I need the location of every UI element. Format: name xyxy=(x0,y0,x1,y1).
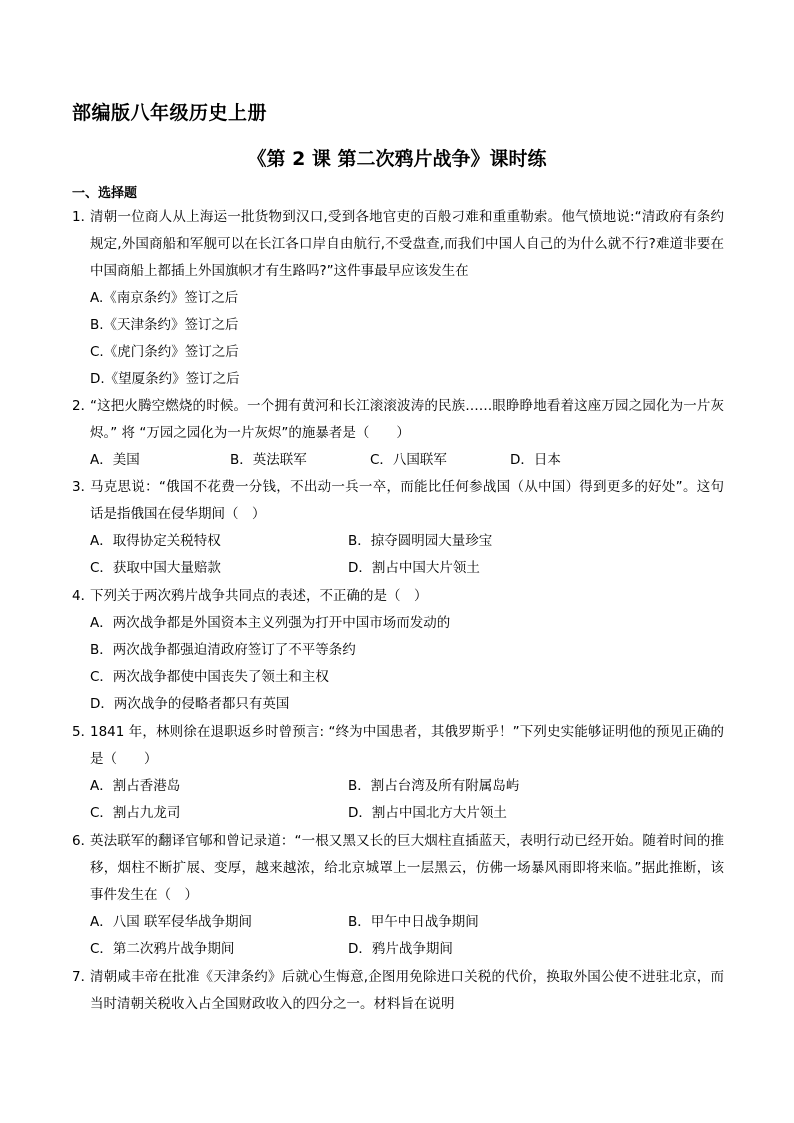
question-7 xyxy=(72,964,724,1018)
option-d: D.《望厦条约》签订之后 xyxy=(90,371,240,387)
option-d: D．割占中国大片领土 xyxy=(348,560,480,576)
subject-heading: 部编版八年级历史上册 xyxy=(72,102,268,124)
option-b: B．割占台湾及所有附属岛屿 xyxy=(348,778,520,794)
question-3 xyxy=(72,474,724,582)
question-number: 2． xyxy=(72,398,95,414)
section-heading: 一、选择题 xyxy=(72,186,138,201)
question-stem: 马克思说：“俄国不花费一分钱，不出动一兵一卒，而能比任何参战国（从中国）得到更多的好处”。这句话是指俄国在侵华期间（ ） xyxy=(90,479,724,522)
question-1 xyxy=(72,204,724,393)
option-a: A.《南京条约》签订之后 xyxy=(90,290,239,306)
question-stem: 清朝咸丰帝在批准《天津条约》后就心生悔意,企图用免除进口关税的代价，换取外国公使不进驻北京，而当时清朝关税收入占全国财政收入的四分之一。材料旨在说明 xyxy=(90,969,724,1012)
option-b: B．英法联军 xyxy=(230,452,307,468)
option-c: C．两次战争都使中国丧失了领土和主权 xyxy=(90,669,329,685)
question-number: 1． xyxy=(72,209,95,225)
option-b: B．两次战争都强迫清政府签订了不平等条约 xyxy=(90,642,356,658)
question-4 xyxy=(72,583,724,718)
option-a: A．取得协定关税特权 xyxy=(90,533,221,549)
option-c: C．割占九龙司 xyxy=(90,805,181,821)
question-number: 3． xyxy=(72,479,95,495)
question-2 xyxy=(72,393,724,474)
lesson-title: 《第 2 课 第二次鸦片战争》课时练 xyxy=(247,148,547,170)
question-stem: 英法联军的翻译官郇和曾记录道：“一根又黑又长的巨大烟柱直插蓝天，表明行动已经开始。随着时间的推移，烟柱不断扩展、变厚，越来越浓，给北京城罩上一层黑云，仿佛一场暴风雨即将来临。”据此推断，该事件发生在（ ） xyxy=(90,833,724,903)
option-a: A．八国 联军侵华战争期间 xyxy=(90,914,253,930)
question-number: 4． xyxy=(72,588,95,604)
option-c: C．获取中国大量赔款 xyxy=(90,560,221,576)
question-stem: 1841 年，林则徐在退职返乡时曾预言: “终为中国患者，其俄罗斯乎！”下列史实能够证明他的预见正确的是（ ） xyxy=(90,724,724,767)
option-a: A．两次战争都是外国资本主义列强为打开中国市场而发动的 xyxy=(90,615,451,631)
option-d: D．日本 xyxy=(510,452,561,468)
option-b: B．甲午中日战争期间 xyxy=(348,914,479,930)
question-5 xyxy=(72,719,724,827)
question-stem: “这把火腾空燃烧的时候。一个拥有黄河和长江滚滚波涛的民族……眼睁睁地看着这座万园之园化为一片灰烬。” 将 “万园之园化为一片灰烬”的施暴者是（ ） xyxy=(90,398,724,441)
question-stem: 下列关于两次鸦片战争共同点的表述，不正确的是（ ） xyxy=(90,588,428,604)
question-6 xyxy=(72,828,724,963)
option-d: D．鸦片战争期间 xyxy=(348,941,453,957)
option-a: A．割占香港岛 xyxy=(90,778,181,794)
option-b: B．掠夺圆明园大量珍宝 xyxy=(348,533,493,549)
option-c: C．第二次鸦片战争期间 xyxy=(90,941,235,957)
option-a: A．美国 xyxy=(90,452,140,468)
question-number: 7． xyxy=(72,969,95,985)
question-stem: 清朝一位商人从上海运一批货物到汉口,受到各地官吏的百般刁难和重重勒索。他气愤地说:“清政府有条约规定,外国商船和军舰可以在长江各口岸自由航行,不受盘查,而我们中国人自己的为什么就不行?难道非要在中国商船上都插上外国旗帜才有生路吗?”这件事最早应该发生在 xyxy=(90,209,724,279)
question-number: 6． xyxy=(72,833,95,849)
option-b: B.《天津条约》签订之后 xyxy=(90,317,239,333)
option-d: D．割占中国北方大片领土 xyxy=(348,805,507,821)
question-number: 5． xyxy=(72,724,95,740)
option-d: D．两次战争的侵略者都只有英国 xyxy=(90,696,290,712)
option-c: C．八国联军 xyxy=(370,452,447,468)
option-c: C.《虎门条约》签订之后 xyxy=(90,344,239,360)
